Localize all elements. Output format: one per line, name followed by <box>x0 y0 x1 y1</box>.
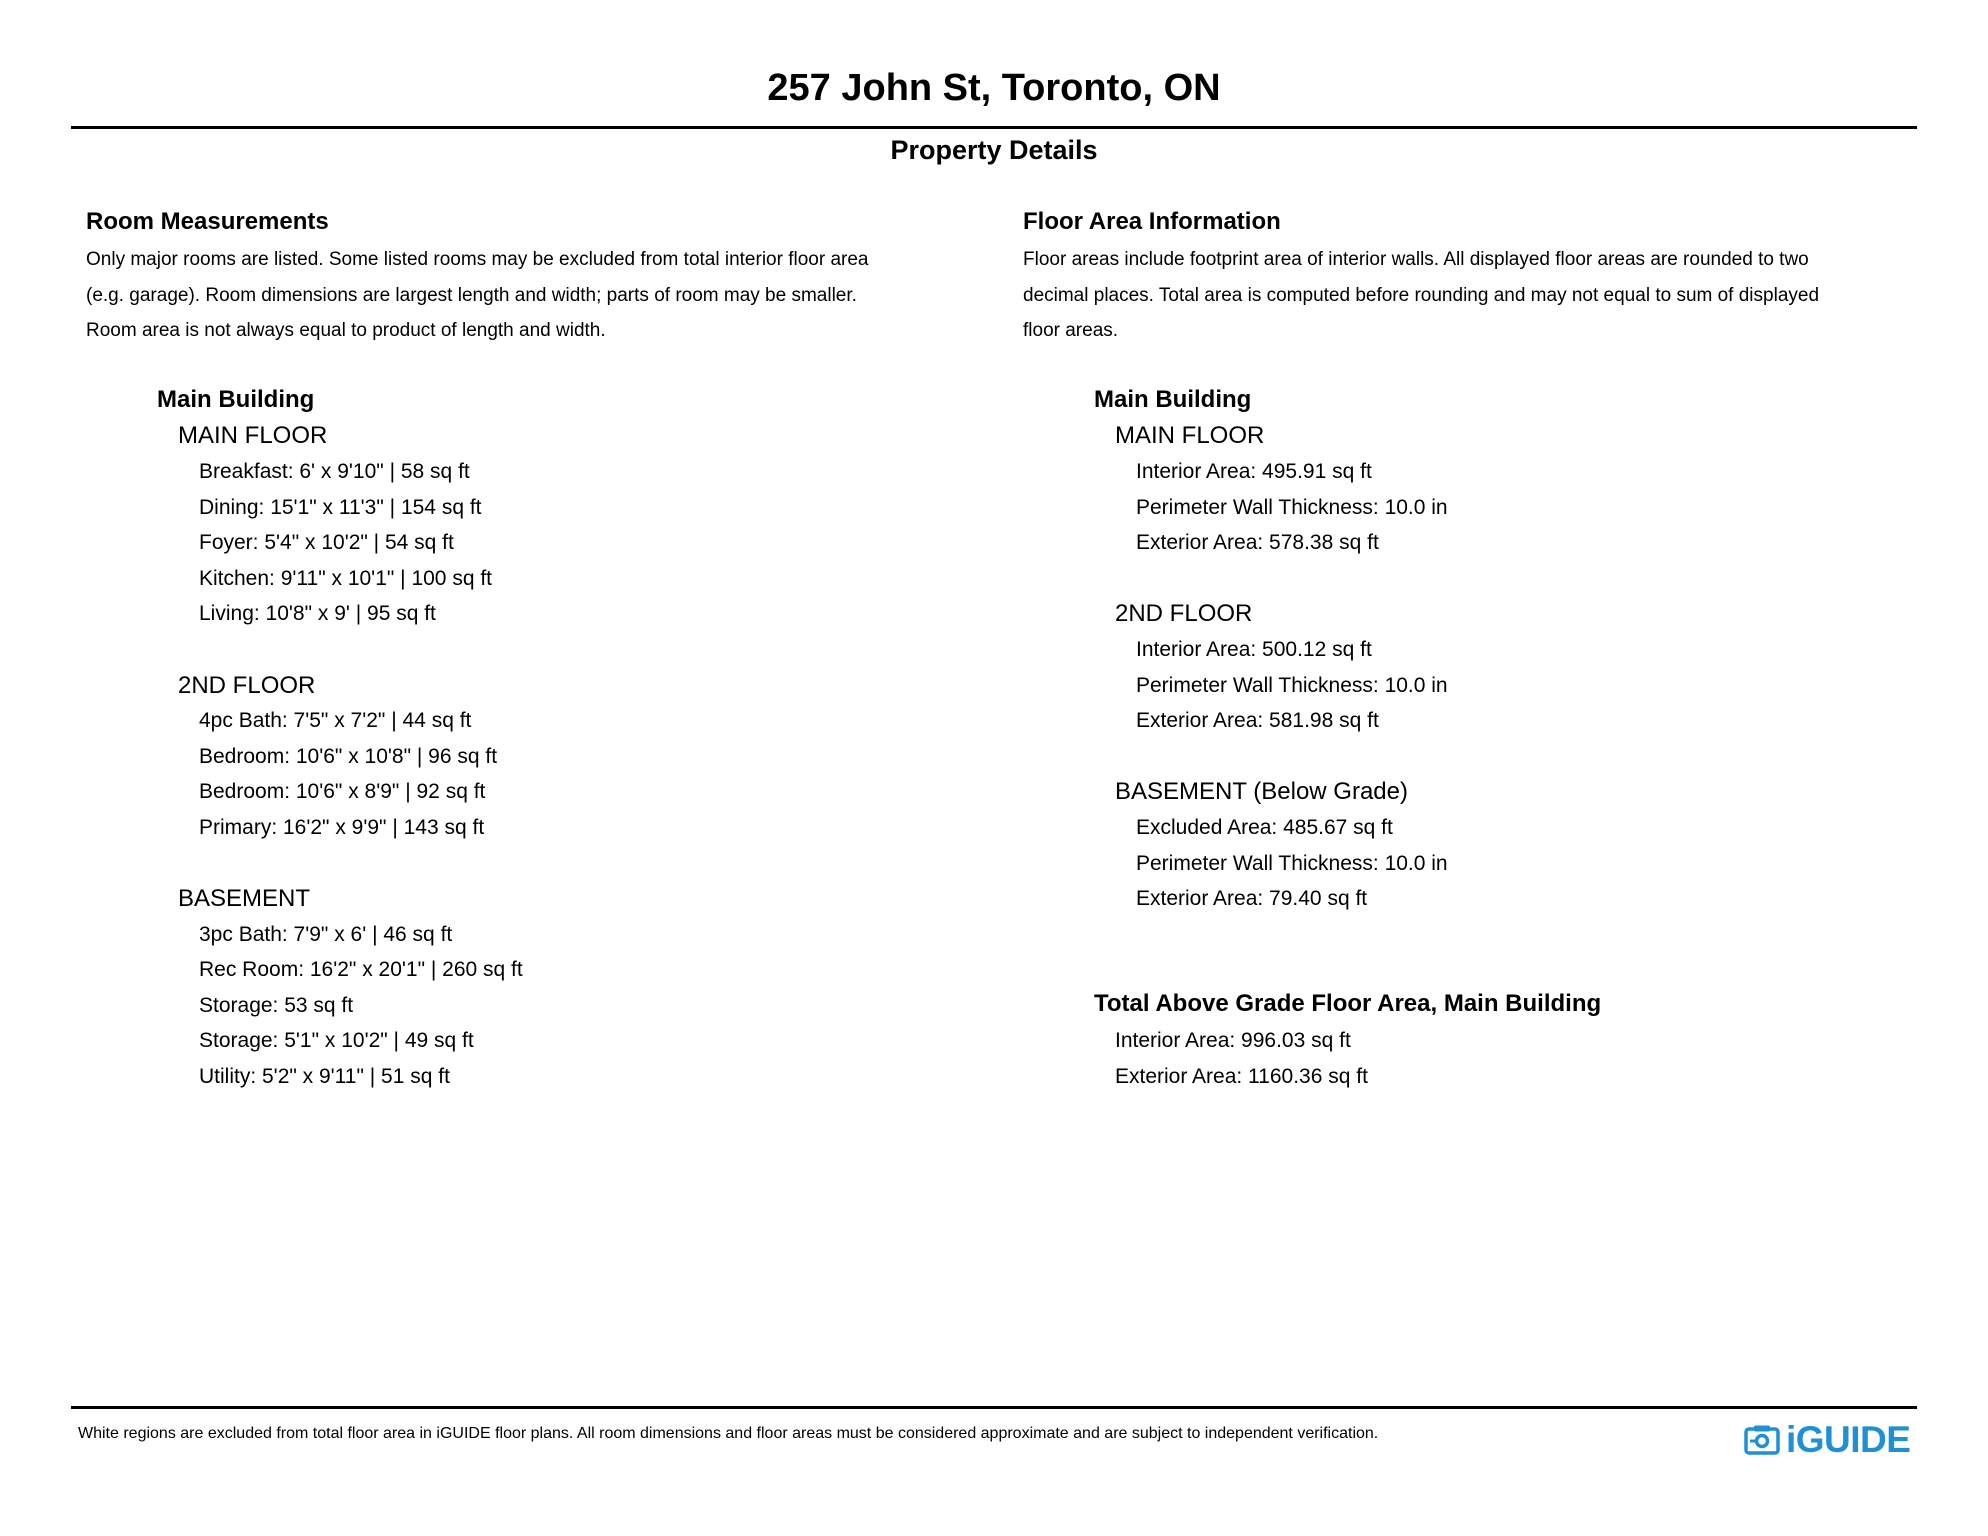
rooms-floor-heading: MAIN FLOOR <box>178 422 328 449</box>
room-item: 4pc Bath: 7'5" x 7'2" | 44 sq ft <box>199 709 472 732</box>
description-line: Only major rooms are listed. Some listed rooms may be excluded from total interior floor area <box>86 249 869 270</box>
area-item: Excluded Area: 485.67 sq ft <box>1136 816 1393 839</box>
area-item: Exterior Area: 79.40 sq ft <box>1136 887 1368 910</box>
header-divider <box>71 126 1917 129</box>
room-item: Utility: 5'2" x 9'11" | 51 sq ft <box>199 1065 450 1088</box>
total-area-item: Interior Area: 996.03 sq ft <box>1115 1029 1351 1052</box>
description-line: floor areas. <box>1023 320 1119 341</box>
area-floor-heading: BASEMENT (Below Grade) <box>1115 778 1408 805</box>
footer-divider <box>71 1406 1917 1409</box>
iguide-logo-text: iGUIDE <box>1786 1419 1911 1460</box>
room-item: Storage: 5'1" x 10'2" | 49 sq ft <box>199 1029 474 1052</box>
footer-disclaimer: White regions are excluded from total floor area in iGUIDE floor plans. All room dimensions and floor areas must be considered approximate and are subject to independent verification. <box>78 1425 1379 1442</box>
iguide-logo-icon <box>1744 1424 1780 1456</box>
room-measurements-description <box>86 242 868 349</box>
area-item: Perimeter Wall Thickness: 10.0 in <box>1136 674 1448 697</box>
rooms-floor-heading: BASEMENT <box>178 885 311 912</box>
rooms-floor-heading: 2ND FLOOR <box>178 672 316 699</box>
floor-area-heading: Floor Area Information <box>1023 208 1281 235</box>
total-area-heading: Total Above Grade Floor Area, Main Building <box>1094 990 1602 1017</box>
description-line: Floor areas include footprint area of interior walls. All displayed floor areas are rounded to two <box>1023 249 1809 270</box>
room-item: Rec Room: 16'2" x 20'1" | 260 sq ft <box>199 958 523 981</box>
area-item: Exterior Area: 581.98 sq ft <box>1136 709 1379 732</box>
room-measurements-heading: Room Measurements <box>86 208 329 235</box>
room-item: Dining: 15'1" x 11'3" | 154 sq ft <box>199 496 482 519</box>
room-item: Kitchen: 9'11" x 10'1" | 100 sq ft <box>199 567 493 590</box>
room-item: Bedroom: 10'6" x 8'9" | 92 sq ft <box>199 780 486 803</box>
page-subtitle: Property Details <box>890 135 1098 165</box>
area-item: Interior Area: 500.12 sq ft <box>1136 638 1372 661</box>
description-line: decimal places. Total area is computed before rounding and may not equal to sum of displayed <box>1023 284 1820 306</box>
description-line: (e.g. garage). Room dimensions are largest length and width; parts of room may be smaller. <box>86 284 857 306</box>
iguide-logo <box>1744 1420 1910 1460</box>
area-item: Interior Area: 495.91 sq ft <box>1136 460 1372 483</box>
total-area-item: Exterior Area: 1160.36 sq ft <box>1115 1065 1368 1088</box>
description-line: Room area is not always equal to product of length and width. <box>86 320 606 341</box>
room-item: Storage: 53 sq ft <box>199 994 354 1017</box>
room-item: Breakfast: 6' x 9'10" | 58 sq ft <box>199 460 470 483</box>
area-floor-heading: MAIN FLOOR <box>1115 422 1265 449</box>
area-floor-heading: 2ND FLOOR <box>1115 600 1253 627</box>
page-title: 257 John St, Toronto, ON <box>767 67 1221 109</box>
rooms-building-heading: Main Building <box>157 386 315 413</box>
floor-area-description <box>1023 242 1819 349</box>
area-item: Exterior Area: 578.38 sq ft <box>1136 531 1379 554</box>
area-building-heading: Main Building <box>1094 386 1252 413</box>
room-item: 3pc Bath: 7'9" x 6' | 46 sq ft <box>199 923 453 946</box>
area-item: Perimeter Wall Thickness: 10.0 in <box>1136 496 1448 519</box>
room-item: Bedroom: 10'6" x 10'8" | 96 sq ft <box>199 745 498 768</box>
area-item: Perimeter Wall Thickness: 10.0 in <box>1136 852 1448 875</box>
room-item: Living: 10'8" x 9' | 95 sq ft <box>199 602 436 625</box>
room-item: Foyer: 5'4" x 10'2" | 54 sq ft <box>199 531 454 554</box>
room-item: Primary: 16'2" x 9'9" | 143 sq ft <box>199 816 485 839</box>
